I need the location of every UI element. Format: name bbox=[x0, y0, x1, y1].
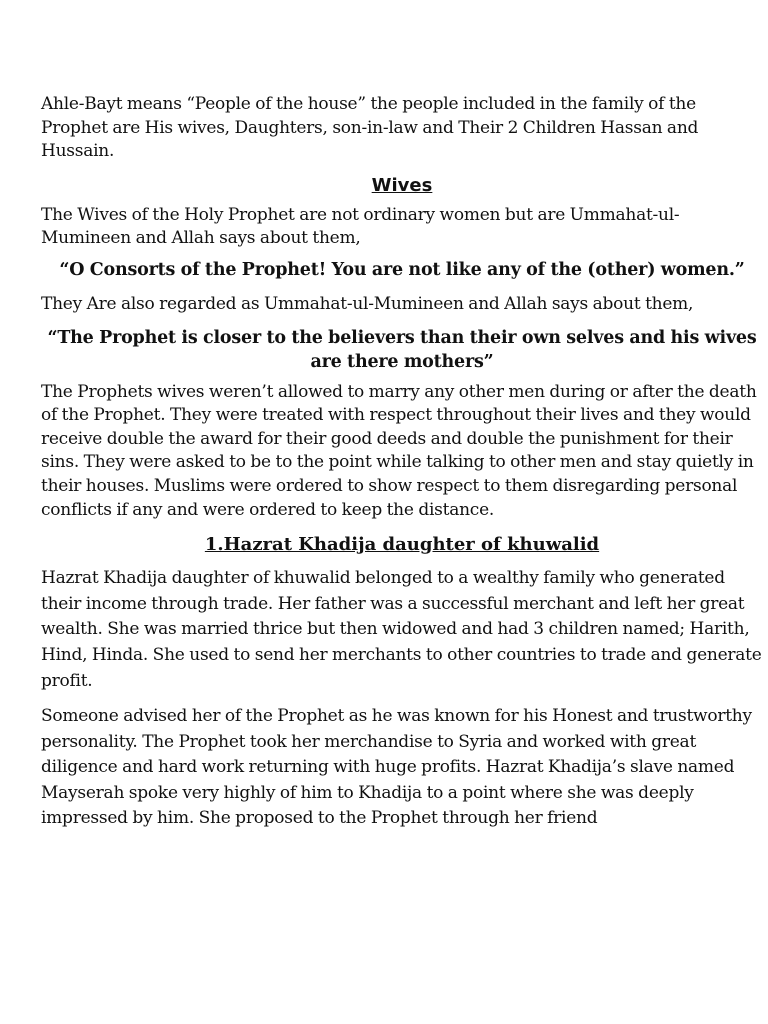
also-regarded-paragraph: They Are also regarded as Ummahat-ul-Mumineen and Allah says about them, bbox=[41, 293, 694, 314]
quran-quote-mothers: “The Prophet is closer to the believers than their own selves and his wives are there mothers” bbox=[47, 327, 757, 372]
khadija-paragraph-2: Someone advised her of the Prophet as he was known for his Honest and trustworthy personality. The Prophet took her merchandise to Syria and worked with great diligence and hard work returning with huge profits. Hazrat Khadija’s slave named Mayserah spoke very highly of him to Khadija to a point where she was deeply impressed by him. She proposed to the Prophet through her friend bbox=[41, 706, 752, 829]
khadija-paragraph-1: Hazrat Khadija daughter of khuwalid belonged to a wealthy family who generated their income through trade. Her father was a successful merchant and left her great wealth. She was married thrice but then widowed and had 3 children named; Harith, Hind, Hinda. She used to send her merchants to other countries to trade and generate profit. bbox=[41, 568, 762, 691]
quran-quote-consorts: “O Consorts of the Prophet! You are not like any of the (other) women.” bbox=[59, 259, 745, 280]
treatment-paragraph: The Prophets wives weren’t allowed to marry any other men during or after the death of the Prophet. They were treated with respect throughout their lives and they would receive double the award for their good deeds and double the punishment for their sins. They were asked to be to the point while talking to other men and stay quietly in their houses. Muslims were ordered to show respect to them disregarding personal conflicts if any and were ordered to keep the distance. bbox=[41, 381, 757, 520]
khadija-heading: 1.Hazrat Khadija daughter of khuwalid bbox=[204, 534, 600, 556]
wives-heading: Wives bbox=[371, 174, 433, 196]
intro-paragraph: Ahle-Bayt means “People of the house” the people included in the family of the Prophet are His wives, Daughters, son-in-law and Their 2 Children Hassan and Hussain. bbox=[41, 94, 699, 162]
document-page bbox=[41, 93, 763, 832]
wives-paragraph: The Wives of the Holy Prophet are not ordinary women but are Ummahat-ul-Mumineen and Allah says about them, bbox=[41, 204, 680, 249]
